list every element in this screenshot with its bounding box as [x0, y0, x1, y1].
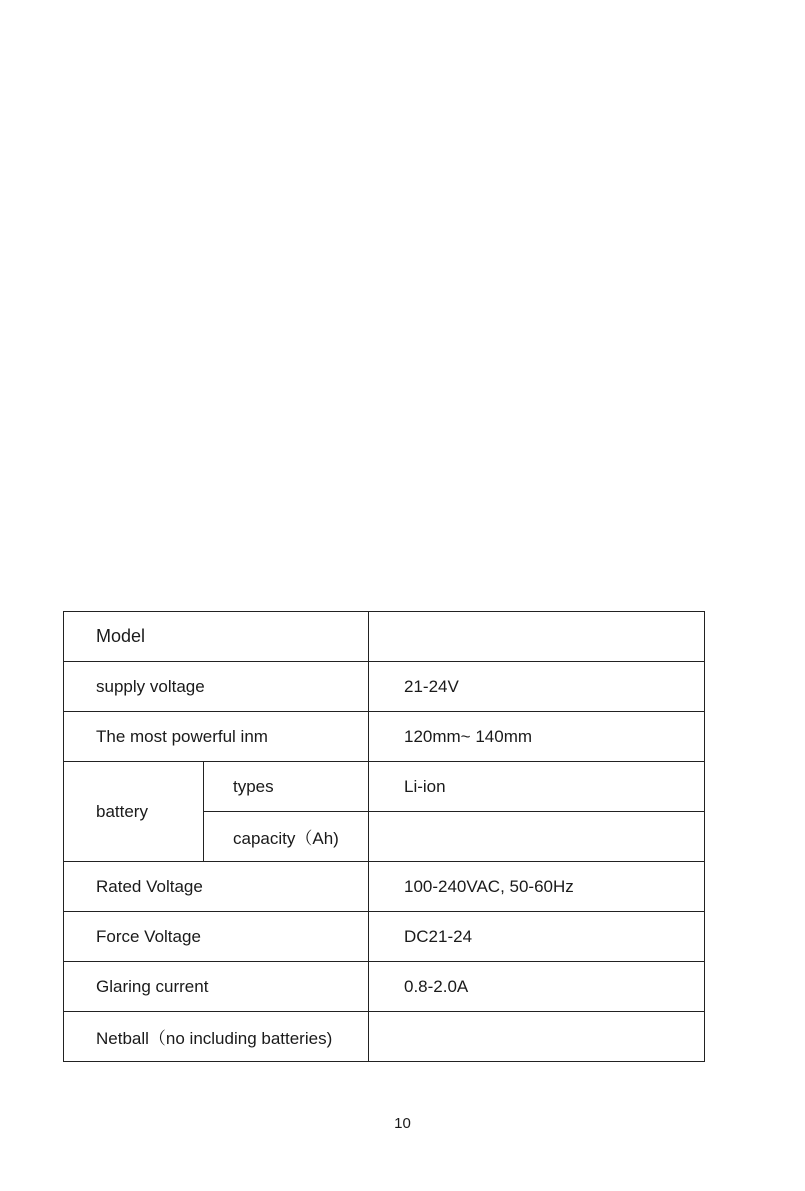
- table-row-rated-voltage: [64, 862, 705, 912]
- row-label-model: Model: [64, 612, 369, 662]
- page-number: 10: [394, 1115, 411, 1132]
- row-value-supply-voltage: 21-24V: [369, 662, 705, 712]
- row-label-battery-types: types: [204, 762, 369, 812]
- table-row-model: [64, 612, 705, 662]
- row-label-most-powerful: The most powerful inm: [64, 712, 369, 762]
- row-value-rated-voltage: 100-240VAC, 50-60Hz: [369, 862, 705, 912]
- table-row-most-powerful: [64, 712, 705, 762]
- row-label-rated-voltage: Rated Voltage: [64, 862, 369, 912]
- table-row-netball: [64, 1012, 705, 1062]
- table-row-glaring-current: [64, 962, 705, 1012]
- row-value-model: [369, 612, 705, 662]
- row-value-netball: [369, 1012, 705, 1062]
- row-value-force-voltage: DC21-24: [369, 912, 705, 962]
- spec-table: [63, 611, 705, 1062]
- row-value-glaring-current: 0.8-2.0A: [369, 962, 705, 1012]
- table-row-battery-types: [64, 762, 705, 812]
- row-label-supply-voltage: supply voltage: [64, 662, 369, 712]
- row-label-netball: Netball（no including batteries): [64, 1012, 369, 1062]
- row-label-force-voltage: Force Voltage: [64, 912, 369, 962]
- table-row-force-voltage: [64, 912, 705, 962]
- row-label-battery: battery: [64, 762, 204, 862]
- row-value-battery-capacity: [369, 812, 705, 862]
- row-value-most-powerful: 120mm~ 140mm: [369, 712, 705, 762]
- row-value-battery-types: Li-ion: [369, 762, 705, 812]
- row-label-battery-capacity: capacity（Ah): [204, 812, 369, 862]
- row-label-glaring-current: Glaring current: [64, 962, 369, 1012]
- table-row-supply-voltage: [64, 662, 705, 712]
